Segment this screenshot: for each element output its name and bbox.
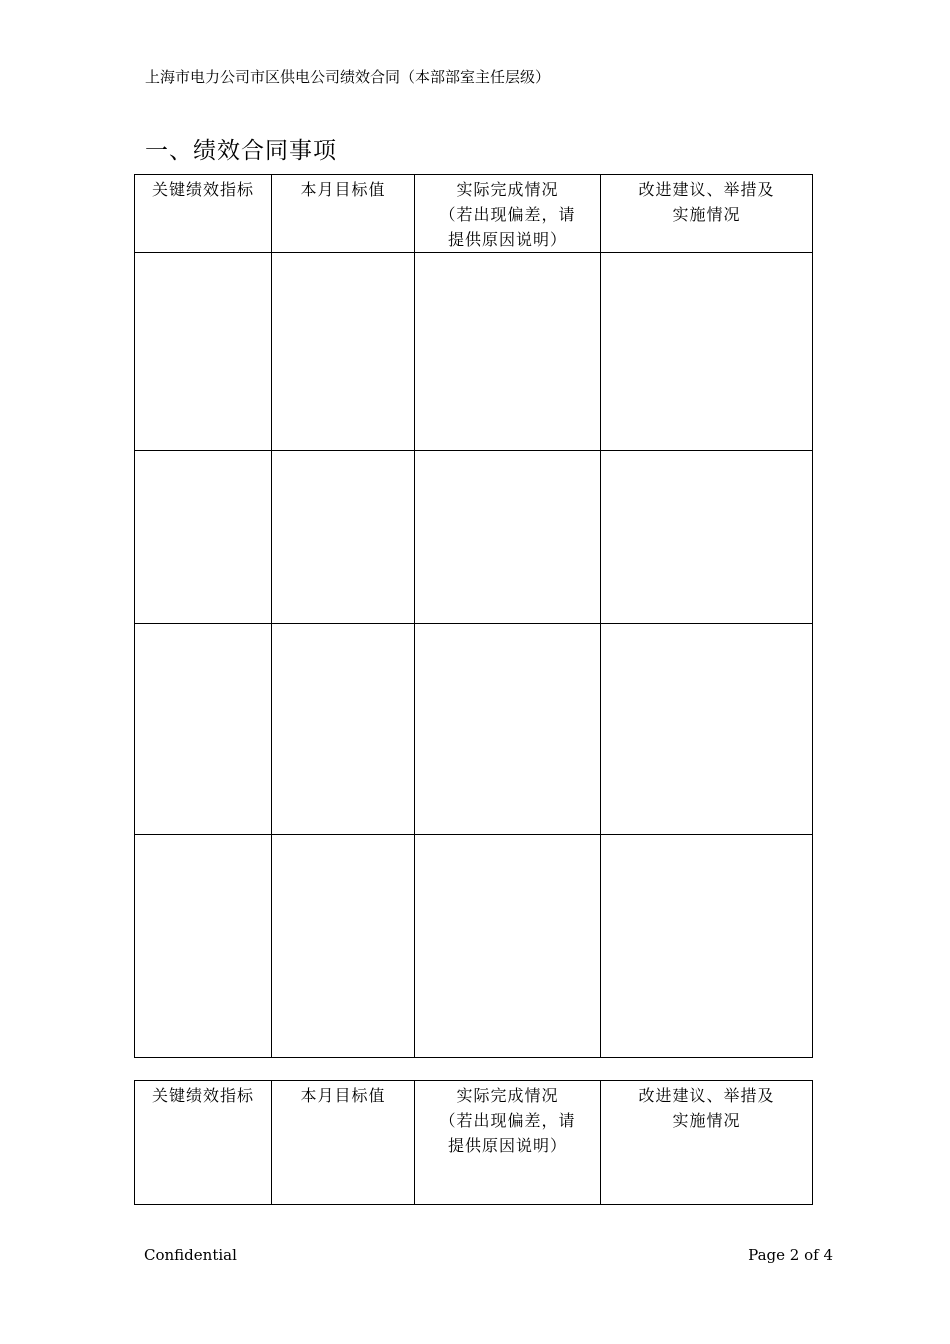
performance-table-continued — [134, 1080, 813, 1205]
table-cell[interactable] — [415, 835, 601, 1058]
table-header-row — [135, 1081, 813, 1205]
table-cell[interactable] — [135, 624, 272, 835]
table-cell[interactable] — [135, 451, 272, 624]
header-monthly-target: 本月目标值 — [272, 175, 415, 253]
header-kpi: 关键绩效指标 — [135, 1081, 272, 1205]
table-cell[interactable] — [601, 253, 813, 451]
header-improvement-line2: 实施情况 — [672, 1111, 741, 1130]
header-kpi: 关键绩效指标 — [135, 175, 272, 253]
table-cell[interactable] — [272, 835, 415, 1058]
footer-page-number: Page 2 of 4 — [748, 1246, 833, 1264]
footer-confidential: Confidential — [144, 1246, 237, 1264]
header-improvement-line2: 实施情况 — [672, 205, 741, 224]
section-title: 一、绩效合同事项 — [145, 138, 337, 164]
table-cell[interactable] — [272, 253, 415, 451]
header-improvement-line1: 改进建议、举措及 — [638, 1086, 775, 1105]
table-row — [135, 835, 813, 1058]
table-cell[interactable] — [601, 624, 813, 835]
header-monthly-target: 本月目标值 — [272, 1081, 415, 1205]
header-improvement — [601, 1081, 813, 1205]
table-row — [135, 451, 813, 624]
table-cell[interactable] — [272, 451, 415, 624]
header-actual-line1: 实际完成情况 — [456, 180, 559, 199]
header-improvement-line1: 改进建议、举措及 — [638, 180, 775, 199]
table-cell[interactable] — [415, 253, 601, 451]
table-cell[interactable] — [415, 451, 601, 624]
header-actual-line2: （若出现偏差，请 — [439, 1111, 576, 1130]
performance-table — [134, 174, 813, 1058]
table-cell[interactable] — [601, 835, 813, 1058]
table-row — [135, 624, 813, 835]
table-cell[interactable] — [135, 253, 272, 451]
header-improvement — [601, 175, 813, 253]
table-row — [135, 253, 813, 451]
table-cell[interactable] — [272, 624, 415, 835]
table-cell[interactable] — [601, 451, 813, 624]
table-cell[interactable] — [415, 624, 601, 835]
header-actual-line2: （若出现偏差，请 — [439, 205, 576, 224]
table-cell[interactable] — [135, 835, 272, 1058]
header-actual-line3: 提供原因说明） — [447, 1136, 567, 1155]
table-header-row — [135, 175, 813, 253]
document-header: 上海市电力公司市区供电公司绩效合同（本部部室主任层级） — [145, 68, 551, 86]
header-actual-completion — [415, 175, 601, 253]
header-actual-line3: 提供原因说明） — [447, 230, 567, 249]
header-actual-line1: 实际完成情况 — [456, 1086, 559, 1105]
header-actual-completion — [415, 1081, 601, 1205]
